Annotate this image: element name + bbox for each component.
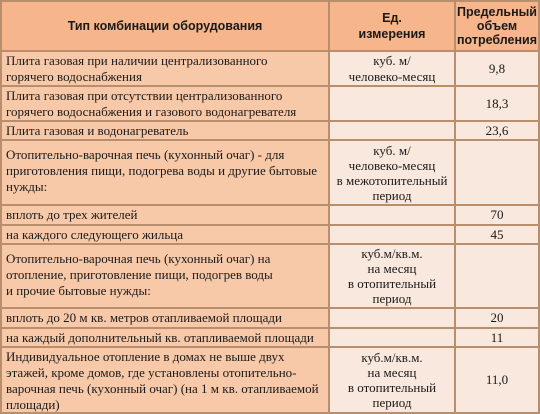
row-unit: куб.м/кв.м. на месяц в отопительный период	[330, 348, 454, 412]
row-value: 70	[456, 206, 538, 224]
row-unit	[330, 226, 454, 243]
row-unit: куб. м/ человеко-месяц	[330, 52, 454, 85]
row-unit	[330, 206, 454, 224]
row-value	[456, 141, 538, 204]
row-type: Индивидуальное отопление в домах не выше двух этажей, кроме домов, где установлены отопительно- варочная печь (кухонный очаг) (на 1 м кв. отапливаемой площади)	[2, 348, 328, 412]
row-type: Плита газовая при отсутствии централизованного горячего водоснабжения и газового водонагревателя	[2, 87, 328, 120]
row-value: 11	[456, 329, 538, 346]
row-value: 9,8	[456, 52, 538, 85]
row-value: 20	[456, 309, 538, 327]
row-unit: куб. м/ человеко-месяц в межотопительный период	[330, 141, 454, 204]
row-unit	[330, 122, 454, 139]
row-type: на каждый дополнительный кв. отапливаемой площади	[2, 329, 328, 346]
row-type: на каждого следующего жильца	[2, 226, 328, 243]
row-unit	[330, 309, 454, 327]
row-type: вплоть до 20 м кв. метров отапливаемой площади	[2, 309, 328, 327]
row-type: Плита газовая при наличии централизованного горячего водоснабжения	[2, 52, 328, 85]
row-value: 23,6	[456, 122, 538, 139]
row-value: 18,3	[456, 87, 538, 120]
row-unit	[330, 87, 454, 120]
row-value: 45	[456, 226, 538, 243]
row-value	[456, 245, 538, 307]
row-value: 11,0	[456, 348, 538, 412]
row-type: Отопительно-варочная печь (кухонный очаг) - для приготовления пищи, подогрева воды и другие бытовые нужды:	[2, 141, 328, 204]
row-type: Плита газовая и водонагреватель	[2, 122, 328, 139]
header-limit-volume: Предельный объем потребления	[456, 2, 538, 50]
row-unit	[330, 329, 454, 346]
row-type: Отопительно-варочная печь (кухонный очаг) на отопление, приготовление пищи, подогрев воды и прочие бытовые нужды:	[2, 245, 328, 307]
header-equipment-type: Тип комбинации оборудования	[2, 2, 328, 50]
header-unit: Ед. измерения	[330, 2, 454, 50]
row-unit: куб.м/кв.м. на месяц в отопительный период	[330, 245, 454, 307]
row-type: вплоть до трех жителей	[2, 206, 328, 224]
